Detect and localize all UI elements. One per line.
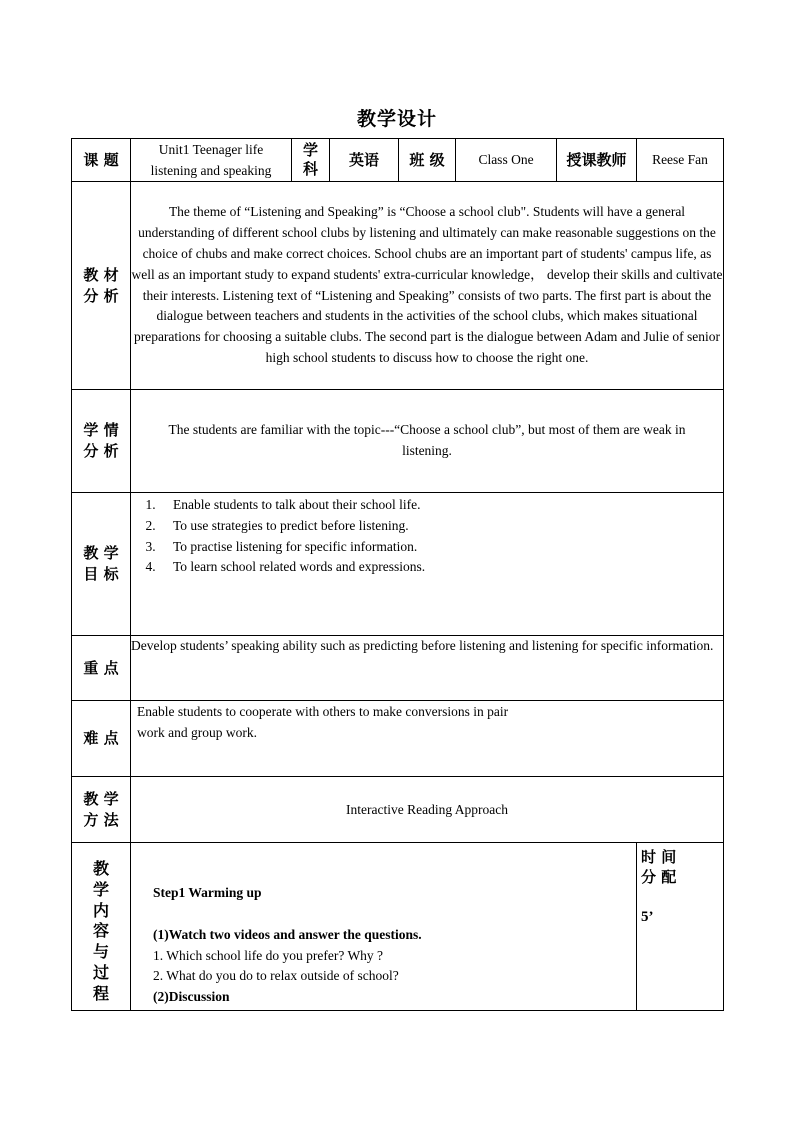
students-label-line2: 分 析 bbox=[83, 442, 119, 460]
class-label: 班 级 bbox=[399, 139, 456, 182]
page-title: 教学设计 bbox=[356, 108, 437, 130]
material-label-line2: 分 析 bbox=[83, 286, 119, 305]
class-value: Class One bbox=[456, 139, 557, 182]
step1-sub2: (2)Discussion bbox=[153, 989, 230, 1005]
process-content bbox=[131, 843, 637, 1011]
goals-label-line2: 目 标 bbox=[83, 565, 119, 583]
material-text: The theme of “Listening and Speaking” is “Choose a school club". Students will have a general understanding of different school clubs by listening and ultimately can make reasonable suggestions on the choice of chubs and make correct choices. School chubs are an important part of students' campus life, as well as an important study to expand students' extra-curricular knowledge， develop their skills and cultivate their interests. Listening text of “Listening and Speaking” consists of two parts. The first part is about the dialogue between teachers and students in the activities of the school clubs, which makes situational preparations for choosing a suitable clubs. The second part is the dialogue between Adam and Julie of senior high school students to discuss how to choose the right one. bbox=[131, 182, 724, 390]
teacher-value: Reese Fan bbox=[637, 139, 724, 182]
step1-sub1: (1)Watch two videos and answer the questions. bbox=[153, 926, 422, 942]
process-label-char: 程 bbox=[92, 983, 109, 1003]
process-row bbox=[72, 843, 724, 1011]
process-label-char: 过 bbox=[92, 962, 109, 982]
key-point-row bbox=[72, 636, 724, 701]
students-label bbox=[72, 390, 131, 493]
time-value: 5’ bbox=[641, 909, 654, 925]
difficulty-label: 难 点 bbox=[72, 701, 131, 777]
difficulty-line2: work and group work. bbox=[137, 724, 257, 740]
topic-value-line1: Unit1 Teenager life bbox=[158, 142, 264, 157]
difficulty-row bbox=[72, 701, 724, 777]
students-row bbox=[72, 390, 724, 493]
material-row bbox=[72, 182, 724, 390]
method-text: Interactive Reading Approach bbox=[131, 777, 724, 843]
key-point-text: Develop students’ speaking ability such as predicting before listening and listening for specific information. bbox=[131, 636, 724, 701]
method-label-line2: 方 法 bbox=[83, 810, 119, 829]
topic-value bbox=[131, 139, 292, 182]
goals-row bbox=[72, 493, 724, 636]
process-label-char: 学 bbox=[92, 879, 109, 899]
process-label bbox=[72, 843, 131, 1011]
teacher-label: 授课教师 bbox=[557, 139, 637, 182]
goal-item: 4. To learn school related words and expressions. bbox=[159, 557, 723, 578]
students-label-line1: 学 情 bbox=[83, 421, 119, 439]
difficulty-text bbox=[131, 701, 724, 777]
goals-label bbox=[72, 493, 131, 636]
difficulty-line1: Enable students to cooperate with others to make conversions in pair bbox=[137, 704, 509, 719]
goals-cell bbox=[131, 493, 724, 636]
process-label-char: 教 bbox=[92, 859, 109, 878]
material-label bbox=[72, 182, 131, 390]
time-label-line1: 时 间 bbox=[641, 848, 677, 866]
process-label-char: 内 bbox=[92, 900, 109, 920]
method-label-line1: 教 学 bbox=[83, 789, 119, 808]
step1-heading: Step1 Warming up bbox=[153, 885, 262, 900]
goal-item: 1. Enable students to talk about their school life. bbox=[159, 495, 723, 516]
material-label-line1: 教 材 bbox=[83, 265, 119, 284]
time-label-line2: 分 配 bbox=[641, 868, 677, 886]
goals-label-line1: 教 学 bbox=[83, 544, 119, 562]
goals-list bbox=[131, 495, 723, 578]
subject-value: 英语 bbox=[330, 139, 399, 182]
subject-label-line1: 学 bbox=[302, 141, 318, 159]
lesson-plan-table bbox=[71, 138, 724, 1011]
subject-label bbox=[292, 139, 330, 182]
method-row bbox=[72, 777, 724, 843]
step1-question: 2. What do you do to relax outside of school? bbox=[153, 968, 399, 984]
process-label-char: 容 bbox=[92, 921, 109, 941]
step1-question: 1. Which school life do you prefer? Why ? bbox=[153, 947, 384, 963]
topic-value-line2: listening and speaking bbox=[150, 163, 272, 178]
subject-label-line2: 科 bbox=[302, 160, 318, 178]
time-allocation bbox=[637, 843, 724, 1011]
process-label-char: 与 bbox=[92, 942, 109, 962]
goal-item: 3. To practise listening for specific information. bbox=[159, 537, 723, 558]
key-point-label: 重 点 bbox=[72, 636, 131, 701]
students-text: The students are familiar with the topic---“Choose a school club”, but most of them are weak in listening. bbox=[131, 390, 724, 493]
method-label bbox=[72, 777, 131, 843]
goal-item: 2. To use strategies to predict before listening. bbox=[159, 516, 723, 537]
topic-label: 课 题 bbox=[72, 139, 131, 182]
header-row bbox=[72, 139, 724, 182]
